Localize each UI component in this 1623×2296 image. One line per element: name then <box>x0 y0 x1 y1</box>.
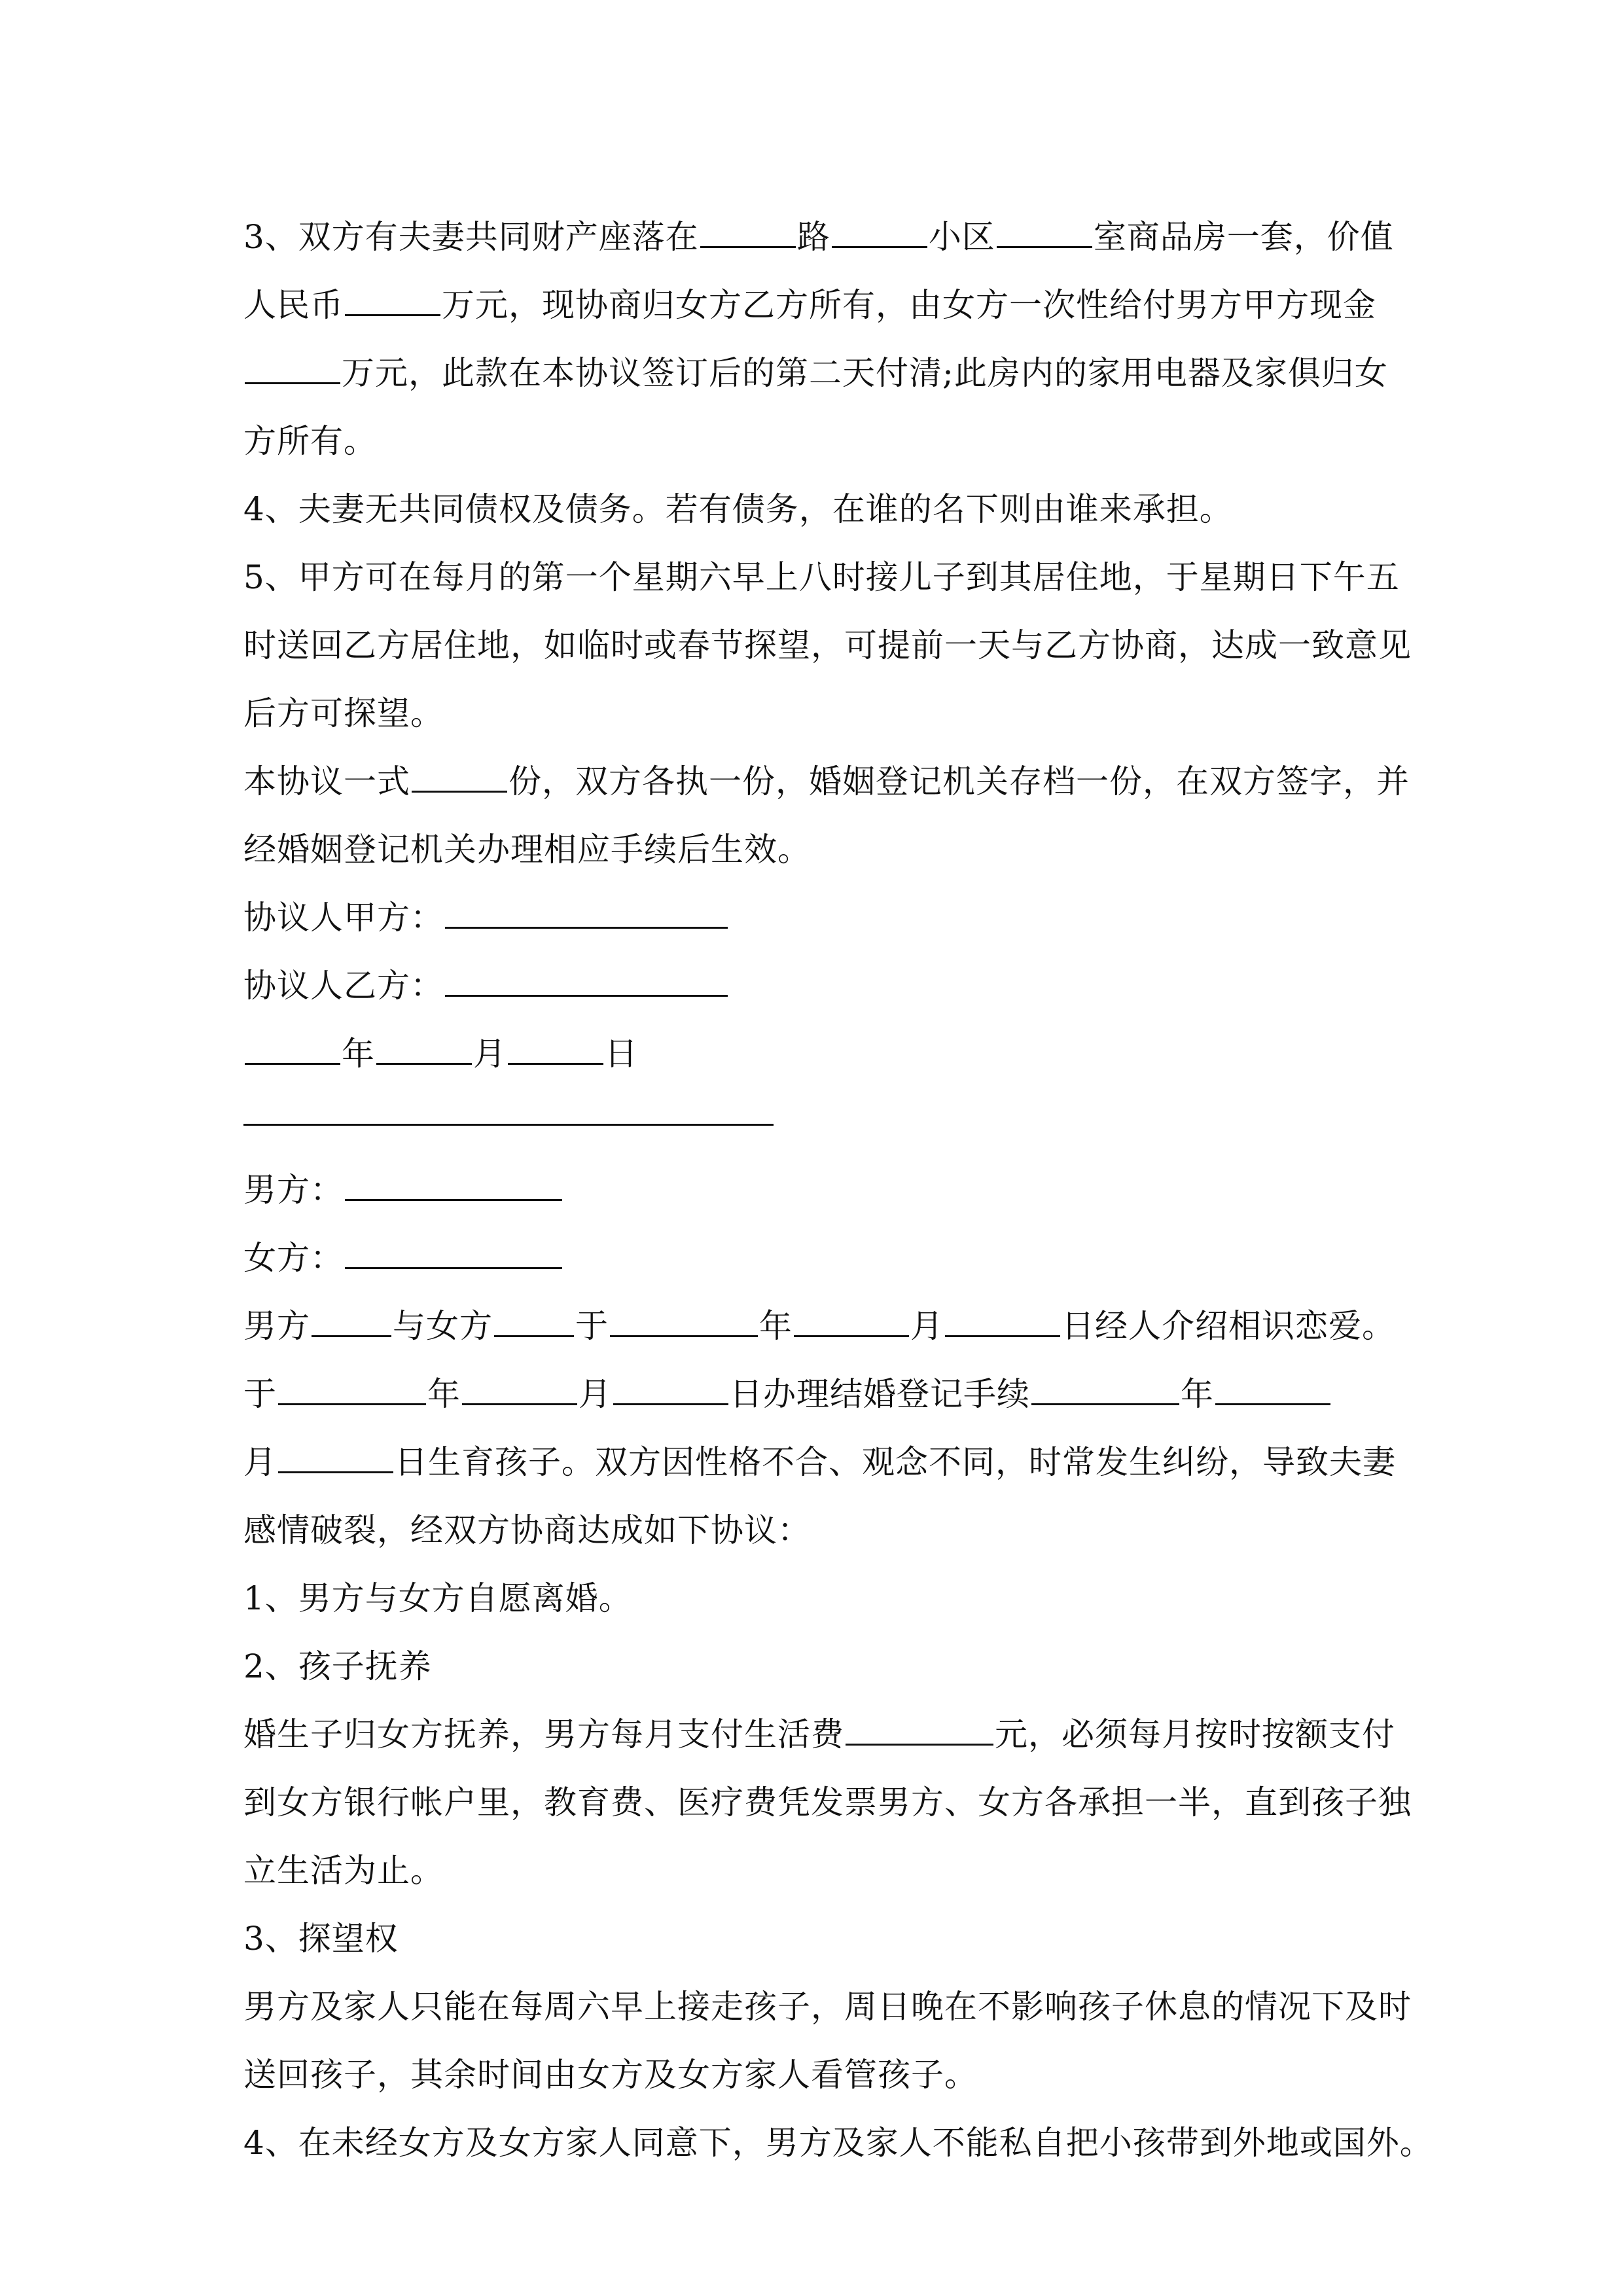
item-2-line-2: 到女方银行帐户里，教育费、医疗费凭发票男方、女方各承担一半，直到孩子独 <box>243 1784 1412 1821</box>
signature-date <box>243 1020 1382 1088</box>
item-3-title: 3、探望权 <box>243 1920 399 1958</box>
marry-month-blank[interactable] <box>462 1380 577 1405</box>
party-a-signature-field[interactable] <box>445 903 728 929</box>
text: 日 <box>605 1035 638 1073</box>
text: 于 <box>575 1307 609 1345</box>
party-a-label: 协议人甲方： <box>243 899 444 937</box>
male-name-field[interactable] <box>345 1175 562 1201</box>
text: 小区 <box>928 218 995 256</box>
text: 日生育孩子。双方因性格不合、观念不同，时常发生纠纷，导致夫妻 <box>395 1443 1396 1481</box>
text: 月 <box>243 1443 277 1481</box>
clause-5-line-2: 时送回乙方居住地，如临时或春节探望，可提前一天与乙方协商，达成一致意见 <box>243 626 1412 664</box>
male-blank[interactable] <box>312 1312 391 1337</box>
section-divider <box>243 1088 1382 1156</box>
text: 男方 <box>243 1307 310 1345</box>
text: 3、双方有夫妻共同财产座落在 <box>243 218 699 256</box>
text: 月 <box>473 1035 507 1073</box>
copies-line-1 <box>243 747 1410 816</box>
text: 年 <box>1181 1375 1214 1413</box>
text: 年 <box>342 1035 375 1073</box>
item-2-title: 2、孩子抚养 <box>243 1647 432 1685</box>
female-name-line <box>243 1224 1382 1292</box>
male-label: 男方： <box>243 1171 344 1209</box>
marry-year-blank[interactable] <box>278 1380 426 1405</box>
item-2-line-3: 立生活为止。 <box>243 1852 444 1890</box>
female-blank[interactable] <box>494 1312 574 1337</box>
copies-line-2: 经婚姻登记机关办理相应手续后生效。 <box>243 831 811 869</box>
copies-blank[interactable] <box>412 767 507 793</box>
item-3-line-2: 送回孩子，其余时间由女方及女方家人看管孩子。 <box>243 2056 978 2094</box>
clause-5-line-1: 5、甲方可在每月的第一个星期六早上八时接儿子到其居住地，于星期日下午五 <box>243 558 1400 596</box>
meet-month-blank[interactable] <box>794 1312 909 1337</box>
day-blank[interactable] <box>508 1039 603 1065</box>
party-b-signature <box>243 952 1382 1020</box>
document-page <box>243 203 1433 2177</box>
room-blank[interactable] <box>997 223 1092 248</box>
meet-year-blank[interactable] <box>610 1312 758 1337</box>
birth-year-blank[interactable] <box>1031 1380 1179 1405</box>
text: 于 <box>243 1375 277 1413</box>
party-b-label: 协议人乙方： <box>243 967 444 1005</box>
text: 月 <box>579 1375 612 1413</box>
marry-day-blank[interactable] <box>613 1380 728 1405</box>
male-name-line <box>243 1156 1382 1224</box>
text: 元，必须每月按时按额支付 <box>995 1715 1395 1753</box>
divider-rule <box>243 1124 774 1126</box>
clause-3-line-2 <box>243 271 1382 339</box>
month-blank[interactable] <box>376 1039 472 1065</box>
item-1: 1、男方与女方自愿离婚。 <box>243 1579 632 1617</box>
text: 万元，此款在本协议签订后的第二天付清;此房内的家用电器及家俱归女 <box>342 354 1388 392</box>
clause-3-line-4: 方所有。 <box>243 422 377 460</box>
text: 万元，现协商归女方乙方所有，由女方一次性给付男方甲方现金 <box>442 286 1376 324</box>
text: 日经人介绍相识恋爱。 <box>1061 1307 1395 1345</box>
item-3-line-1: 男方及家人只能在每周六早上接走孩子，周日晚在不影响孩子休息的情况下及时 <box>243 1988 1412 2026</box>
text: 婚生子归女方抚养，男方每月支付生活费 <box>243 1715 844 1753</box>
birth-line <box>243 1428 1396 1496</box>
birth-day-blank[interactable] <box>278 1448 393 1473</box>
text: 与女方 <box>393 1307 493 1345</box>
year-blank[interactable] <box>245 1039 340 1065</box>
female-name-field[interactable] <box>345 1244 562 1269</box>
party-b-signature-field[interactable] <box>445 971 728 997</box>
item-4: 4、在未经女方及女方家人同意下，男方及家人不能私自把小孩带到外地或国外。 <box>243 2124 1433 2162</box>
clause-3-line-3 <box>243 339 1388 407</box>
text: 人民币 <box>243 286 344 324</box>
text: 室商品房一套，价值 <box>1093 218 1394 256</box>
text: 月 <box>910 1307 944 1345</box>
text: 日办理结婚登记手续 <box>730 1375 1030 1413</box>
intro-line <box>243 1292 1395 1360</box>
clause-5-line-3: 后方可探望。 <box>243 694 444 732</box>
text: 份，双方各执一份，婚姻登记机关存档一份，在双方签字，并 <box>508 762 1410 800</box>
clause-4: 4、夫妻无共同债权及债务。若有债务，在谁的名下则由谁来承担。 <box>243 490 1233 528</box>
female-label: 女方： <box>243 1239 344 1277</box>
party-a-signature <box>243 884 1382 952</box>
text: 路 <box>796 218 830 256</box>
item-2-line-1 <box>243 1700 1395 1768</box>
road-blank[interactable] <box>700 223 796 248</box>
text: 年 <box>759 1307 793 1345</box>
agreement-intro: 感情破裂，经双方协商达成如下协议： <box>243 1511 811 1549</box>
clause-3-line-1 <box>243 203 1394 271</box>
marriage-line <box>243 1360 1382 1428</box>
text: 年 <box>427 1375 461 1413</box>
cash-blank[interactable] <box>245 359 340 384</box>
meet-day-blank[interactable] <box>945 1312 1060 1337</box>
text: 本协议一式 <box>243 762 410 800</box>
value-blank[interactable] <box>345 291 440 316</box>
birth-month-blank[interactable] <box>1215 1380 1330 1405</box>
living-expense-blank[interactable] <box>846 1720 993 1746</box>
community-blank[interactable] <box>832 223 927 248</box>
